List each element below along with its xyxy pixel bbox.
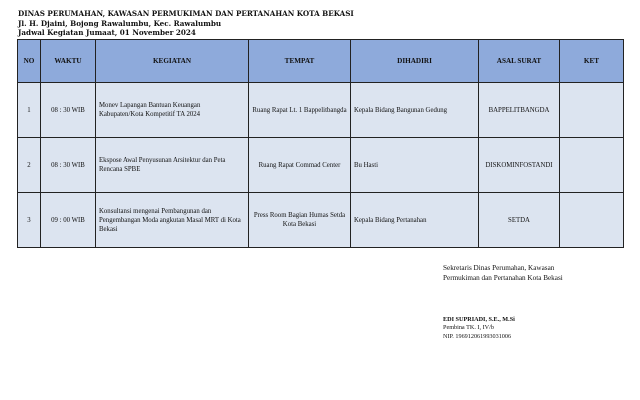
cell-tempat: Ruang Rapat Commad Center <box>249 138 351 193</box>
table-row <box>18 138 624 193</box>
cell-dihadiri: Kepala Bidang Bangunan Gedung <box>351 83 479 138</box>
cell-no: 3 <box>18 193 41 248</box>
schedule-table <box>17 39 624 248</box>
cell-tempat: Press Room Bagian Humas Setda Kota Bekasi <box>249 193 351 248</box>
column-header-asal-surat: ASAL SURAT <box>479 40 560 83</box>
schedule-title: Jadwal Kegiatan Jumaat, 01 November 2024 <box>18 28 196 38</box>
cell-waktu: 08 : 30 WIB <box>41 138 96 193</box>
column-header-ket: KET <box>560 40 624 83</box>
cell-asal-surat: DISKOMINFOSTANDI <box>479 138 560 193</box>
cell-tempat: Ruang Rapat Lt. 1 Bappelitbangda <box>249 83 351 138</box>
signatory-rank: Pembina TK. I, IV/b <box>443 324 494 332</box>
signatory-title-line2: Permukiman dan Pertanahan Kota Bekasi <box>443 273 563 282</box>
column-header-tempat: TEMPAT <box>249 40 351 83</box>
cell-waktu: 09 : 00 WIB <box>41 193 96 248</box>
document-header <box>18 9 354 38</box>
agency-name: DINAS PERUMAHAN, KAWASAN PERMUKIMAN DAN PERTANAHAN KOTA BEKASI <box>18 9 354 18</box>
cell-no: 1 <box>18 83 41 138</box>
cell-asal-surat: BAPPELITBANGDA <box>479 83 560 138</box>
column-header-no: NO <box>18 40 41 83</box>
column-header-waktu: WAKTU <box>41 40 96 83</box>
cell-kegiatan: Monev Lapangan Bantuan Keuangan Kabupaten/Kota Kompetitif TA 2024 <box>96 83 249 138</box>
signatory-name: EDI SUPRIADI, S.E., M.Si <box>443 316 515 324</box>
cell-dihadiri: Bu Hasti <box>351 138 479 193</box>
column-header-dihadiri: DIHADIRI <box>351 40 479 83</box>
cell-asal-surat: SETDA <box>479 193 560 248</box>
table-row <box>18 83 624 138</box>
signature-block <box>443 264 563 341</box>
cell-no: 2 <box>18 138 41 193</box>
cell-ket <box>560 138 624 193</box>
cell-kegiatan: Konsultansi mengenai Pembangunan dan Pengembangan Moda angkutan Masal MRT di Kota Bekasi <box>96 193 249 248</box>
cell-waktu: 08 : 30 WIB <box>41 83 96 138</box>
cell-ket <box>560 193 624 248</box>
signatory-title-line1: Sekretaris Dinas Perumahan, Kawasan <box>443 264 555 272</box>
agency-address: Jl. H. Djaini, Bojong Rawalumbu, Kec. Rawalumbu <box>18 18 222 28</box>
cell-dihadiri: Kepala Bidang Pertanahan <box>351 193 479 248</box>
table-header-row <box>18 40 624 83</box>
column-header-kegiatan: KEGIATAN <box>96 40 249 83</box>
cell-ket <box>560 83 624 138</box>
table-row <box>18 193 624 248</box>
cell-kegiatan: Ekspose Awal Penyusunan Arsitektur dan Peta Rencana SPBE <box>96 138 249 193</box>
signatory-nip: NIP. 196912061993031006 <box>443 332 512 340</box>
